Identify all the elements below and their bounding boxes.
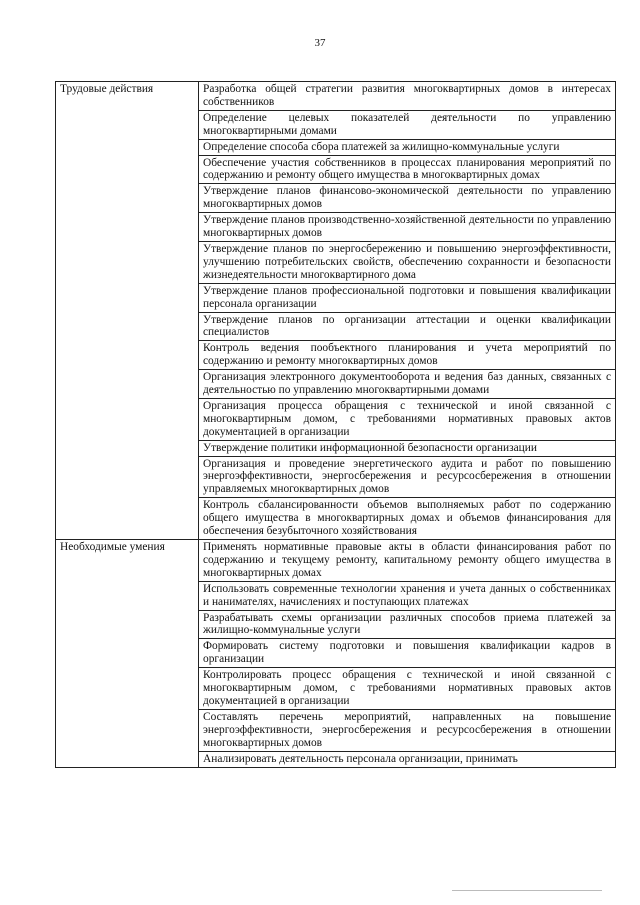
table-row: [56, 540, 616, 582]
table-cell: Формировать систему подготовки и повышения квалификации кадров в организации: [199, 639, 616, 668]
table-cell: Утверждение планов финансово-экономической деятельности по управлению многоквартирных домов: [199, 184, 616, 213]
table-cell: Обеспечение участия собственников в процессах планирования мероприятий по содержанию и ремонту общего имущества в многоквартирных домах: [199, 155, 616, 184]
table-cell: Утверждение политики информационной безопасности организации: [199, 440, 616, 456]
table-cell: Контролировать процесс обращения с технической и иной связанной с многоквартирным домом, с требованиями нормативных правовых актов документацией в организации: [199, 668, 616, 710]
table-cell: Утверждение планов профессиональной подготовки и повышения квалификации персонала организации: [199, 283, 616, 312]
table-cell: Контроль сбалансированности объемов выполняемых работ по содержанию общего имущества в многоквартирных домах и объемов финансирования для обеспечения безубыточного хозяйствования: [199, 498, 616, 540]
competency-table: [55, 81, 616, 768]
table-cell: Утверждение планов производственно-хозяйственной деятельности по управлению многоквартирных домов: [199, 213, 616, 242]
competency-table-body: [56, 82, 616, 768]
table-cell: Применять нормативные правовые акты в области финансирования работ по содержанию и текущему ремонту, капитальному ремонту общего имущества в многоквартирных домах: [199, 540, 616, 582]
table-cell: Утверждение планов по организации аттестации и оценки квалификации специалистов: [199, 312, 616, 341]
table-cell: Контроль ведения пообъектного планирования и учета мероприятий по содержанию и ремонту многоквартирных домов: [199, 341, 616, 370]
table-cell: Определение способа сбора платежей за жилищно-коммунальные услуги: [199, 139, 616, 155]
table-cell: Анализировать деятельность персонала организации, принимать: [199, 751, 616, 767]
table-cell: Организация электронного документооборота и ведения баз данных, связанных с деятельностью по управлению многоквартирными домами: [199, 370, 616, 399]
section-label: Трудовые действия: [56, 82, 199, 540]
table-cell: Организация процесса обращения с технической и иной связанной с многоквартирным домом, с требованиями нормативных правовых актов документацией в организации: [199, 398, 616, 440]
table-cell: Использовать современные технологии хранения и учета данных о собственниках и нанимателях, начислениях и поступающих платежах: [199, 581, 616, 610]
page-number: 37: [314, 37, 326, 49]
table-cell: Разрабатывать схемы организации различных способов приема платежей за жилищно-коммунальные услуги: [199, 610, 616, 639]
table-cell: Определение целевых показателей деятельности по управлению многоквартирными домами: [199, 110, 616, 139]
table-cell: Разработка общей стратегии развития многоквартирных домов в интересах собственников: [199, 82, 616, 111]
table-row: [56, 82, 616, 111]
table-cell: Составлять перечень мероприятий, направленных на повышение энергоэффективности, энергосбережения и ресурсосбережения в отношении многоквартирных домов: [199, 709, 616, 751]
table-cell: Утверждение планов по энергосбережению и повышению энергоэффективности, улучшению потребительских свойств, обеспечению сохранности и безопасности жизнедеятельности многоквартирного дома: [199, 241, 616, 283]
scan-edge-line: [452, 890, 602, 891]
table-cell: Организация и проведение энергетического аудита и работ по повышению энергоэффективности, энергосбережения и ресурсосбережения в отношении управляемых многоквартирных домов: [199, 456, 616, 498]
section-label: Необходимые умения: [56, 540, 199, 768]
